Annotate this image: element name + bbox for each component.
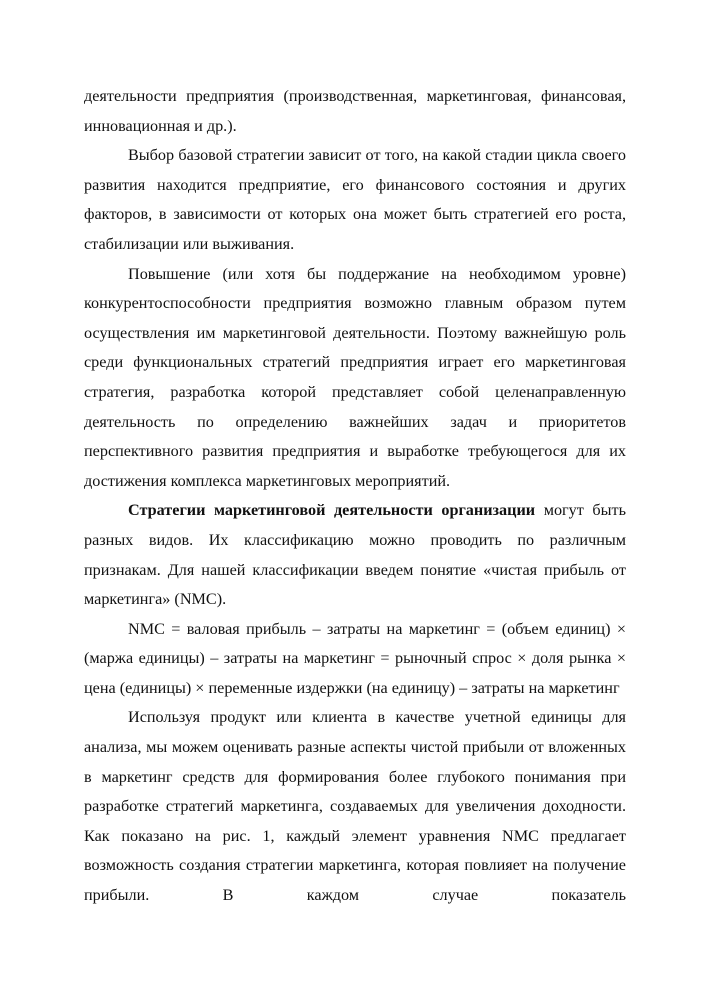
bold-term: Стратегии маркетинговой деятельности организации (128, 501, 536, 520)
paragraph-3: Повышение (или хотя бы поддержание на необходимом уровне) конкурентоспособности предприятия возможно главным образом путем осуществления им маркетинговой деятельности. Поэтому важнейшую роль среди функциональных стратегий предприятия играет его маркетинговая стратегия, разработка которой представляет собой целенаправленную деятельность по определению важнейших задач и приоритетов перспективного развития предприятия и выработке требующегося для их достижения комплекса маркетинговых мероприятий. (84, 264, 626, 490)
paragraph-2: Выбор базовой стратегии зависит от того, на какой стадии цикла своего развития находится предприятие, его финансового состояния и других факторов, в зависимости от которых она может быть стратегией его роста, стабилизации или выживания. (84, 146, 626, 253)
paragraph-1: деятельности предприятия (производственная, маркетинговая, финансовая, инновационная и др.). (84, 87, 626, 135)
paragraph-6: Используя продукт или клиента в качестве учетной единицы для анализа, мы можем оценивать разные аспекты чистой прибыли от вложенных в маркетинг средств для формирования более глубокого понимания при разработке стратегий маркетинга, создаваемых для увеличения доходности. Как показано на рис. 1, каждый элемент уравнения NMC предлагает возможность создания стратегии маркетинга, которая повлияет на получение прибыли. В каждом случае показатель (84, 708, 626, 905)
paragraph-4-text: могут быть разных видов. Их классификацию можно проводить по различным признакам. Для нашей классификации введем понятие «чистая прибыль от маркетинга» (NMC). (84, 501, 626, 609)
paragraph-4 (84, 496, 626, 614)
formula-paragraph: NMC = валовая прибыль – затраты на маркетинг = (объем единиц) × (маржа единицы) – затраты на маркетинг = рыночный спрос × доля рынка × цена (единицы) × переменные издержки (на единицу) – затраты на маркетинг (84, 619, 626, 697)
document-page (84, 82, 626, 911)
